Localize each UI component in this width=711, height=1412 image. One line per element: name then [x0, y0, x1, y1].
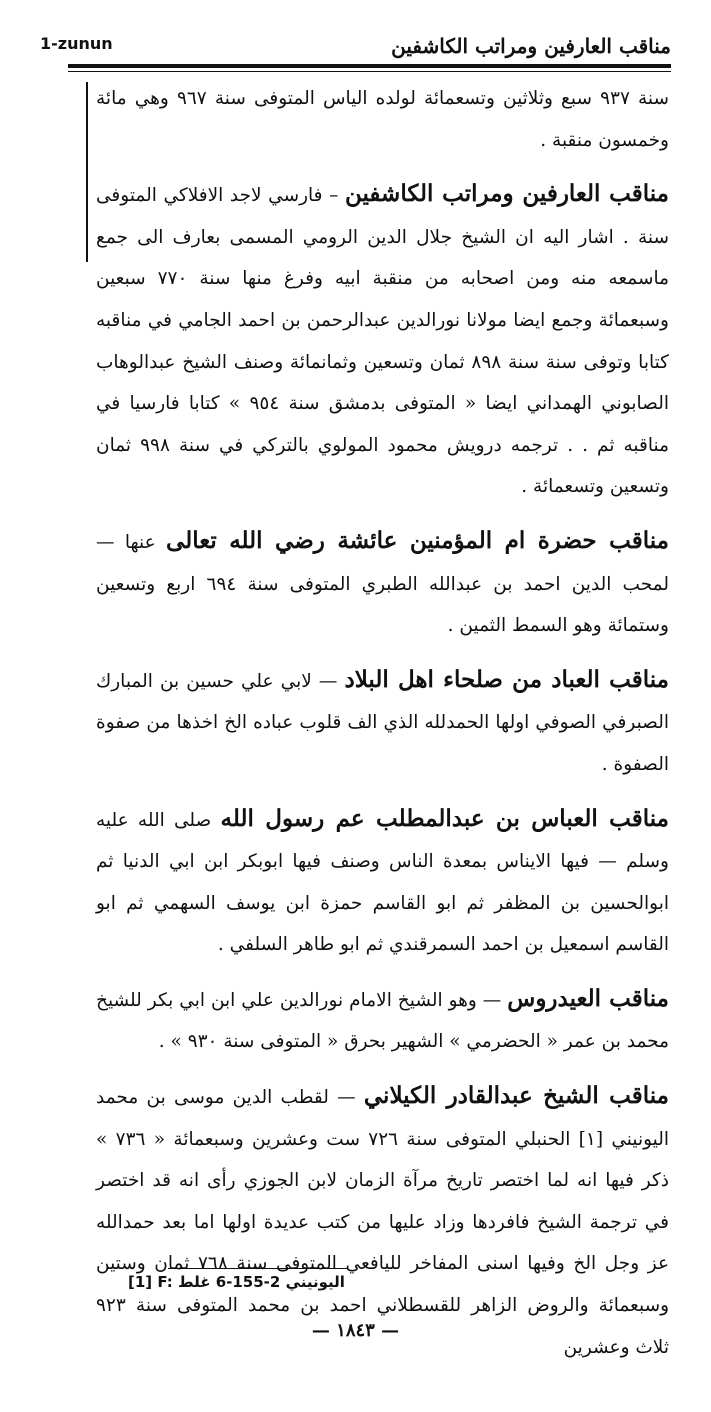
running-title: مناقب العارفين ومراتب الكاشفين — [391, 34, 671, 58]
entry-heading: مناقب العارفين ومراتب الكاشفين — [344, 180, 669, 208]
entry-text: صلى الله عليه وسلم — فيها الايناس بمعدة الناس وصنف فيها ابوبكر ابن ابي الدنيا ثم ابوالحسين بن المظفر ثم ابو القاسم حمزة ابن يوسف السهمي ثم ابو القاسم اسمعيل بن احمد السمرقندي ثم ابو طاهر السلفي . — [96, 809, 669, 956]
header-rule-thin — [68, 71, 671, 72]
entry-text: — وهو الشيخ الامام نورالدين علي ابن ابي بكر للشيخ محمد بن عمر « الحضرمي » الشهير بحرق « المتوفى سنة ٩٣٠ » . — [96, 989, 669, 1053]
entry-4 — [96, 798, 669, 966]
entry-2 — [96, 520, 669, 647]
footnote — [128, 1268, 348, 1291]
header-rule — [68, 64, 671, 68]
page-header — [40, 28, 671, 62]
footnote-rule — [168, 1268, 348, 1269]
main-text — [96, 78, 669, 1368]
entry-heading: مناقب حضرة ام المؤمنين عائشة رضي الله تعالى — [166, 526, 669, 554]
entry-heading: مناقب العيدروس — [507, 984, 669, 1012]
entry-3 — [96, 659, 669, 786]
entry-heading: مناقب العباس بن عبدالمطلب عم رسول الله — [220, 804, 669, 832]
entry-5 — [96, 978, 669, 1063]
margin-line — [86, 82, 88, 262]
entry-heading: مناقب العباد من صلحاء اهل البلاد — [344, 665, 669, 693]
footnote-text: [1] F: اليونيني 2-155-6 غلط — [128, 1273, 345, 1291]
entry-text: — لابي علي حسين بن المبارك الصبرفي الصوفي اولها الحمدلله الذي الف قلوب عباده الخ اخذها من صفوة الصفوة . — [96, 670, 669, 775]
entry-text: — لقطب الدين موسى بن محمد اليونيني [١] الحنبلي المتوفى سنة ٧٢٦ ست وعشرين وسبعمائة « ٧٣٦ » ذكر فيها انه لما اختصر تاريخ مرآة الزمان لابن الجوزي رأى انه قد اختصر في ترجمة الشيخ فافردها وزاد عليها من كتب عديدة اولها اما بعد حمدالله عز وجل الخ وفيها اسنى المفاخر لليافعي المتوفى سنة ٧٦٨ ثمان وستين وسبعمائة والروض الزاهر للقسطلاني احمد بن محمد المتوفى سنة ٩٢٣ ثلاث وعشرين — [96, 1087, 670, 1358]
intro-paragraph: سنة ٩٣٧ سبع وثلاثين وتسعمائة لولده الياس المتوفى سنة ٩٦٧ وهي مائة وخمسون منقبة . — [96, 88, 669, 151]
entry-heading: مناقب الشيخ عبدالقادر الكيلاني — [363, 1082, 669, 1110]
running-tag: 1-zunun — [40, 34, 113, 53]
entry-text: – فارسي لاجد الافلاكي المتوفى سنة . اشار اليه ان الشيخ جلال الدين الرومي المسمى بعارف الى جمع ماسمعه منه ومن اصحابه من منقبة ابيه وفرغ منها سنة ٧٧٠ سبعين وسبعمائة وجمع ايضا مولانا نورالدين عبدالرحمن بن احمد الجامي في مناقبه كتابا وتوفى سنة سنة ٨٩٨ ثمان وتسعين وثمانمائة وصنف الشيخ عبدالوهاب الصابوني الهمداني ايضا « المتوفى بدمشق سنة ٩٥٤ » كتابا فارسيا في مناقبه ثم . . ترجمه درويش محمود المولوي بالتركي في سنة ٩٩٨ ثمان وتسعين وتسعمائة . — [96, 185, 669, 498]
entry-1 — [96, 173, 669, 508]
entry-text: عنها — لمحب الدين احمد بن عبدالله الطبري المتوفى سنة ٦٩٤ اربع وتسعين وستمائة وهو السمط الثمين . — [96, 531, 669, 637]
page-number: — ١٨٤٣ — — [311, 1320, 400, 1341]
